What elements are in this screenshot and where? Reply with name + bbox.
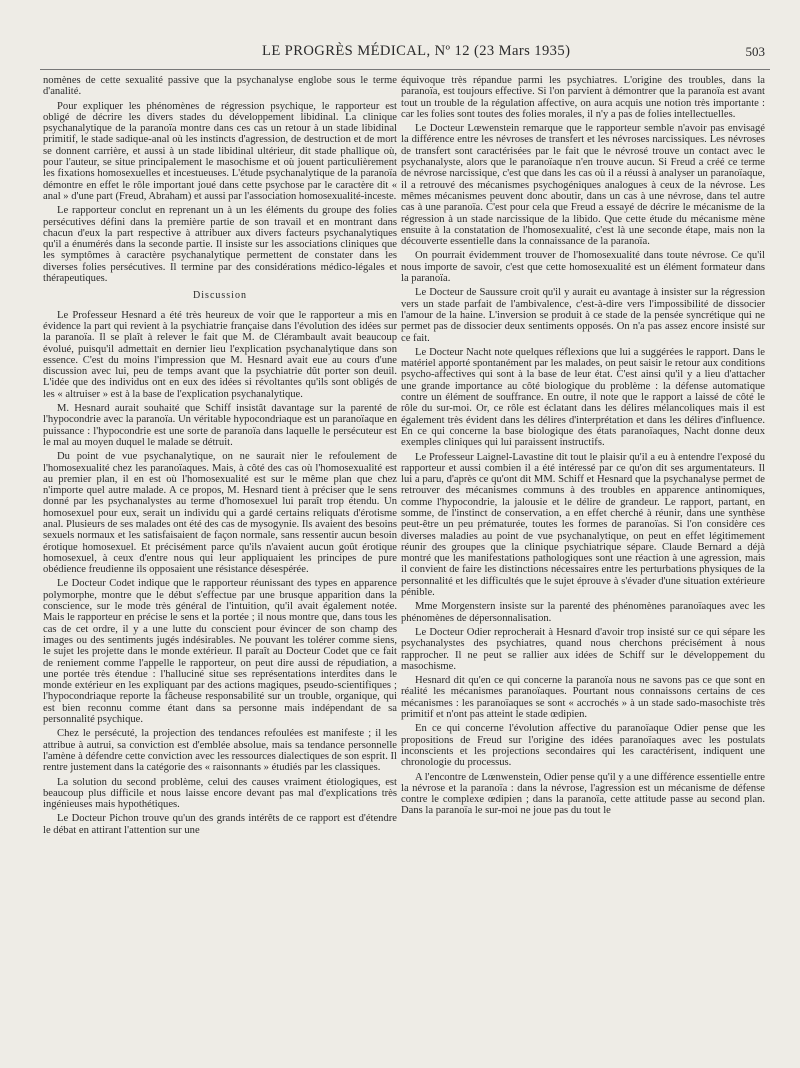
paragraph: Le Docteur Nacht note quelques réflexions que lui a suggérées le rapport. Dans le matériel apporté spontanément par les malades, on peut saisir le retour aux conditions psycho-affectives qui sont à la base de leur état. C'est ainsi qu'il y a lieu d'attacher une grande importance au côté biologique du problème : la défense automatique contre un élément de souffrance. En outre, il note que le rapport a laissé de côté le rôle du sur-moi. Or, ce rôle est éclatant dans les délires mélancoliques mais il est également très évident dans les délires d'interprétation et dans les délires d'influence. En ce qui concerne la base biologique des états paranoïaques, Nacht donne deux exemples cliniques qui lui paraissent instructifs. <box>401 346 765 449</box>
paragraph: En ce qui concerne l'évolution affective du paranoïaque Odier pense que les propositions de Freud sur l'origine des idées paranoïaques avec les postulats inconscients et les projections secondaires qui les caractérisent, indiquent une chronologie du processus. <box>401 723 765 769</box>
section-heading: Discussion <box>193 290 247 302</box>
paragraph: Chez le persécuté, la projection des tendances refoulées est manifeste ; il les attribue à autrui, sa conviction est d'emblée absolue, mais sa tendance personnelle l'amène à défendre cette conviction avec les ressources dialectiques de son esprit. Il rentre justement dans la catégorie des « raisonnants » étudiés par les classiques. <box>43 728 398 774</box>
paragraph: Le Docteur de Saussure croit qu'il y aurait eu avantage à insister sur la régression vers un stade parfait de l'ambivalence, c'est-à-dire vers l'impossibilité de dissocier l'amour de la haine. L'inversion se produit à ce stade de la pensée syncrétique qui ne permet pas de dissocier deux sentiments opposés. On n'a pas assez encore insisté sur ce fait. <box>401 287 765 344</box>
page-number: 503 <box>745 44 765 59</box>
paragraph: Hesnard dit qu'en ce qui concerne la paranoïa nous ne savons pas ce que sont en réalité les mécanismes paranoïaques. Pourtant nous connaissons certains de ces mécanismes : les paranoïaques se sont « accrochés » à un stade sado-masochiste très primitif et n'ont pas atteint le stade œdipien. <box>401 675 765 721</box>
paragraph: Le Docteur Codet indique que le rapporteur réunissant des types en apparence polymorphe, montre que le début s'effectue par une brusque apparition dans la conscience, sur le mode très général de l'intuition, qu'il avait également notée. Mais le rapporteur en précise le sens et la portée ; il nous montre que, dans tous les cas de cet ordre, il y a une lutte du conscient pour évincer de son champ des images ou des sentiments jugés indésirables. Ne pouvant les tolérer comme siens, le sujet les projette dans le monde extérieur. Il paraît au Docteur Codet que ce fait de reniement comme l'appelle le rapporteur, on peut dire aussi de répudiation, a une portée très étendue : l'halluciné situe ses représentations interdites dans le monde extérieur en les expliquant par des actions magiques, pseudo-scientifiques ; l'hypocondriaque reporte la fâcheuse responsabilité sur un trouble, organique, qui est bien reconnu comme étant dans sa personne mais indépendant de sa personnalité psychique. <box>43 578 397 726</box>
paragraph: Le Professeur Laignel-Lavastine dit tout le plaisir qu'il a eu à entendre l'exposé du rapporteur et aussi combien il a été intéressé par ce qu'on dit ses argumentateurs. Il lui a paru, d'après ce qu'ont dit MM. Schiff et Hesnard que la psychanalyse permet de retrouver des mécanismes communs à des troubles en apparence antinomiques, comme l'hypocondrie, la jalousie et le délire de grandeur. Le rapport, partant, en somme, de l'instinct de conservation, a en effet cherché à réunir, dans une synthèse peut-être un peu prématurée, toutes les formes de paranoïas. Si l'on considère ces diverses maladies au point de vue psychanalytique, on peut en effet légitimement réunir des groupes que la clinique psychiatrique sépare. Claude Bernard a déjà montré que les manifestations pathologiques sont une réaction à une agression, mais il convient de faire les distinctions nécessaires entre les perturbations physiques de la personnalité et les difficultés que le sujet éprouve à s'évader d'une situation extérieure pénible. <box>401 451 765 599</box>
paragraph: Du point de vue psychanalytique, on ne saurait nier le refoulement de l'homosexualité chez les paranoïaques. Mais, à côté des cas où l'homosexualité est au premier plan, il en est où l'homosexualité est sur le même plan que chez n'importe quel autre malade. A ce propos, M. Hesnard tient à préciser que le sens donné par les psychanalystes au terme d'homosexuel lui paraît trop étendu. Un homosexuel pour eux, serait un individu qui a gardé certains reliquats d'érotisme anal. Plusieurs de ses malades ont été des cas de mysogynie. Ils avaient des besoins sexuels normaux et les satisfaisaient de façon normale, sans ressentir aucun besoin érotique homosexuel. Et précisément parce qu'ils n'avaient aucun goût érotique homosexuel, à ceux d'entre nous qui leur appliquaient les principes de pure obédience freudienne ils opposaient une résistance désespérée. <box>43 451 397 576</box>
running-title: LE PROGRÈS MÉDICAL, Nº 12 (23 Mars 1935) <box>262 43 571 59</box>
left-column <box>43 75 397 836</box>
paragraph: Le Docteur Odier reprocherait à Hesnard d'avoir trop insisté sur ce qui sépare les psychanalystes des psychiatres, quand nous cherchons précisément à nous rapprocher. Il ne peut se rallier aux idées de Schiff sur le développement du masochisme. <box>401 626 765 672</box>
header-rule <box>40 69 770 70</box>
paragraph: Mme Morgenstern insiste sur la parenté des phénomènes paranoïaques avec les phénomènes de dépersonnalisation. <box>401 601 765 624</box>
right-column <box>401 75 765 817</box>
paragraph: Le Professeur Hesnard a été très heureux de voir que le rapporteur a mis en évidence la part qui revient à la psychiatrie française dans l'évolution des idées sur la paranoïa. Il se plaît à relever le fait que M. de Clérambault avait beaucoup évolué, puisqu'il admettait en dernier lieu l'explication psychanalytique dans son essence. C'est du moins l'impression que M. Hesnard avait eue au cours d'une discussion avec lui, peu de temps avant que la psychiatrie dût porter son deuil. L'idée que des individus ont en eux des idées si révoltantes qu'ils sont obligés de les « altruiser » est à la base de l'explication psychanalytique. <box>43 309 397 400</box>
paragraph: Le Docteur Pichon trouve qu'un des grands intérêts de ce rapport est d'étendre le débat en attirant l'attention sur une <box>43 813 397 836</box>
paragraph: Le Docteur Lœwenstein remarque que le rapporteur semble n'avoir pas envisagé la différence entre les névroses de transfert et les névroses narcissiques. Les névroses de transfert sont caractérisées par le fait que le névrosé trouve un contact avec le psychanalyste, alors que le paranoïaque n'en trouve aucun. Si Freud a créé ce terme de névrose narcissique, c'est que dans les cas où il a réussi à analyser un paranoïaque, il a retrouvé des mécanismes psychogéniques analogues à ceux de la névrose. Les mêmes mécanismes peuvent donc aboutir, dans un cas à une névrose, dans tel autre cas à une paranoïa. C'est pour cela que Freud a essayé de décrire le mécanisme de la régression à un stade narcissique de la libido. Que cette étude du mécanisme mène ensuite à la constatation de l'homosexualité, c'est là une seconde étape, mais non la découverte essentielle dans la connaissance de la paranoïa. <box>401 123 765 248</box>
paragraph: On pourrait évidemment trouver de l'homosexualité dans toute névrose. Ce qu'il nous importe de savoir, c'est que cette homosexualité est un élément formateur dans la paranoïa. <box>401 250 765 285</box>
paragraph: Pour expliquer les phénomènes de régression psychique, le rapporteur est obligé de décrire les divers stades du développement libidinal. La clinique psychanalytique de la paranoïa montre dans ces cas un retour à un stade libidinal primitif, le stade sadique-anal où les instincts d'agression, de destruction et de mort se donnent carrière, et aussi à un stade libidinal ultérieur, dit stade phallique où, pour l'auteur, se situe principalement le masochisme et où jouent particulièrement les fixations homosexuelles et incestueuses. L'étude psychanalytique de la paranoïa démontre en effet le rôle important joué dans cette psychose par le caractère dit « anal » d'une part (Freud, Abraham) et aussi par l'association homosexualité-inceste. <box>43 100 397 202</box>
paragraph: M. Hesnard aurait souhaité que Schiff insistât davantage sur la parenté de l'hypocondrie avec la paranoïa. Un véritable hypocondriaque est un paranoïaque en puissance : l'hypocondrie est une sorte de paranoïa dans laquelle le persécuteur est le mal au moyen duquel le malade se détruit. <box>43 403 397 448</box>
paragraph: équivoque très répandue parmi les psychiatres. L'origine des troubles, dans la paranoïa, est toujours effective. Si l'on parvient à démontrer que la paranoïa est avant tout un trouble de la régulation affective, on aura acquis une notion très importante : car les folies sont toutes des folies morales, il n'y a pas de folies intellectuelles. <box>401 75 765 120</box>
paragraph: Le rapporteur conclut en reprenant un à un les éléments du groupe des folies persécutives défini dans la première partie de son travail et en montrant dans chacun d'eux la part respective à attribuer aux divers facteurs psychanalytiques qu'il a énumérés dans la seconde partie. Il insiste sur les associations cliniques que les symptômes à caractère psychanalytique permettent de constater dans les diverses folies persécutives. Il termine par des considérations médico-légales et thérapeutiques. <box>43 205 397 285</box>
paragraph: A l'encontre de Lœnwenstein, Odier pense qu'il y a une différence essentielle entre la névrose et la paranoïa : dans la névrose, l'agression est un mécanisme de défense contre le complexe œdipien ; dans la paranoïa, cette attitude passe au second plan. Dans la paranoïa le sur-moi ne joue pas du tout le <box>401 771 765 817</box>
paragraph: nomènes de cette sexualité passive que la psychanalyse englobe sous le terme d'analité. <box>43 75 397 98</box>
running-header <box>0 43 800 65</box>
paragraph: La solution du second problème, celui des causes vraiment étiologiques, est beaucoup plus difficile et nous laisse encore devant pas mal d'explications très ingénieuses mais hypothétiques. <box>43 776 397 811</box>
